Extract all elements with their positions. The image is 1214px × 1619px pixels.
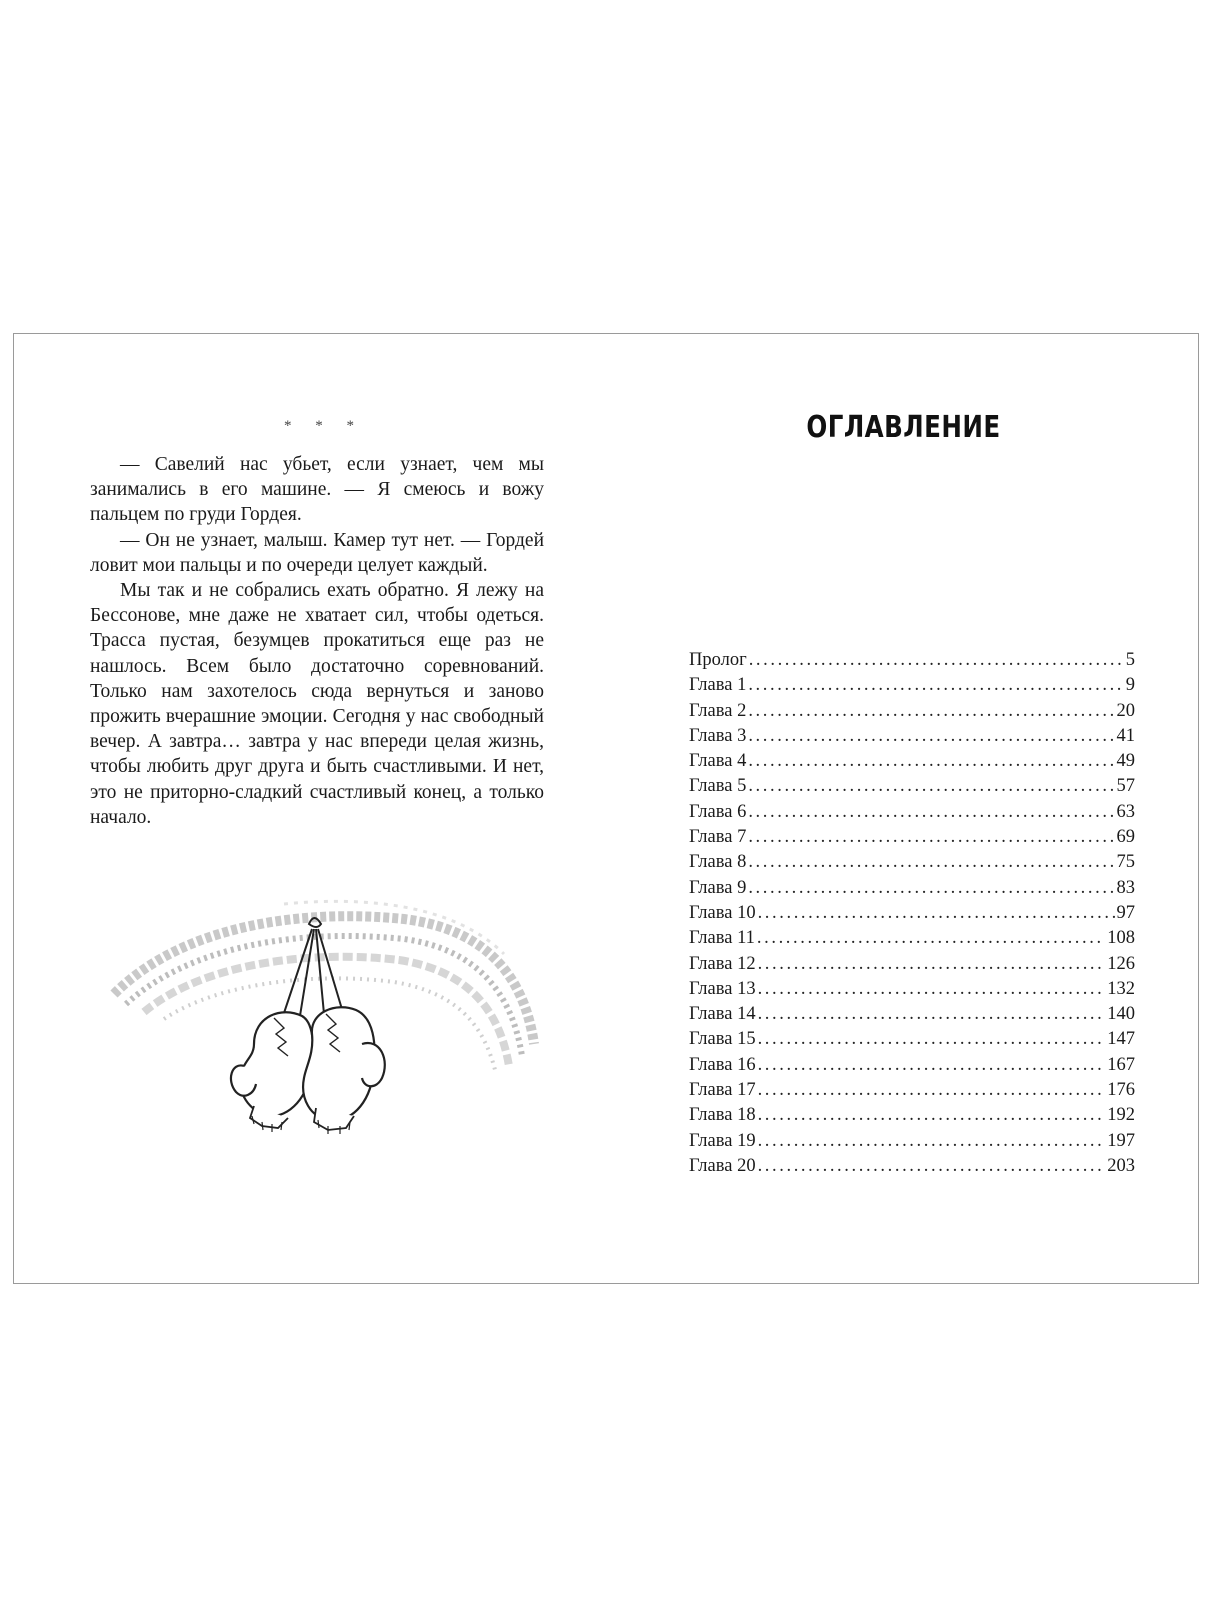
toc-label: Глава 10 <box>689 902 756 923</box>
toc-row <box>689 1053 1135 1078</box>
toc-row <box>689 876 1135 901</box>
toc-page-number: 126 <box>1107 953 1135 974</box>
toc-label: Глава 20 <box>689 1155 756 1176</box>
toc-row <box>689 673 1135 698</box>
boxing-gloves-tire-track-icon <box>104 894 554 1164</box>
toc-row <box>689 749 1135 774</box>
toc-leader <box>758 901 1115 926</box>
toc-page-number: 49 <box>1116 751 1135 772</box>
story-paragraph: — Савелий нас убьет, если узнает, чем мы занимались в его машине. — Я смеюсь и вожу пальцем по груди Гордея. <box>90 454 544 526</box>
toc-label: Глава 3 <box>689 725 747 746</box>
toc-label: Глава 14 <box>689 1004 756 1025</box>
toc-leader <box>757 926 1105 951</box>
toc-row <box>689 926 1135 951</box>
toc-row <box>689 1154 1135 1179</box>
toc-leader <box>748 774 1114 799</box>
toc-page-number: 9 <box>1125 675 1135 696</box>
toc-label: Глава 6 <box>689 801 747 822</box>
toc-page-number: 5 <box>1125 650 1135 670</box>
toc-row <box>689 699 1135 724</box>
toc-page-number: 83 <box>1116 877 1135 898</box>
toc-leader <box>749 648 1124 673</box>
toc-row <box>689 1129 1135 1154</box>
toc-row <box>689 724 1135 749</box>
toc-page-number: 75 <box>1116 852 1135 873</box>
toc-leader <box>758 1002 1106 1027</box>
toc-page-number: 108 <box>1107 928 1135 949</box>
toc-label: Глава 15 <box>689 1029 756 1050</box>
toc-label: Глава 1 <box>689 675 747 696</box>
toc-label: Глава 5 <box>689 776 747 797</box>
toc-row <box>689 825 1135 850</box>
story-text <box>90 452 544 830</box>
toc-leader <box>748 825 1114 850</box>
book-spread <box>13 333 1199 1284</box>
toc-page-number: 203 <box>1107 1155 1135 1176</box>
toc-leader <box>758 1154 1106 1179</box>
toc-leader <box>758 1027 1106 1052</box>
toc-page-number: 176 <box>1107 1080 1135 1101</box>
story-paragraph: Мы так и не собрались ехать обратно. Я лежу на Бессонове, мне даже не хватает сил, чтобы одеться. Трасса пустая, безумцев прокатиться еще раз не нашлось. Всем было достаточно соревнований. Только нам захотелось сюда вернуться и заново прожить вчерашние эмоции. Сегодня у нас свободный вечер. А завтра… завтра у нас впереди целая жизнь, чтобы любить друг друга и быть счастливыми. И нет, это не приторно-сладкий счастливый конец, а только начало. <box>90 580 544 828</box>
toc-leader <box>758 977 1106 1002</box>
toc-row <box>689 1027 1135 1052</box>
toc-label: Глава 4 <box>689 751 747 772</box>
toc-row <box>689 800 1135 825</box>
toc-row <box>689 850 1135 875</box>
toc-leader <box>758 1053 1106 1078</box>
toc-label: Глава 19 <box>689 1130 756 1151</box>
toc-label: Глава 8 <box>689 852 747 873</box>
toc-label: Глава 9 <box>689 877 747 898</box>
toc-leader <box>748 876 1114 901</box>
toc-title: ОГЛАВЛЕНИЕ <box>806 410 1001 445</box>
toc-page-number: 192 <box>1107 1105 1135 1126</box>
toc-page-number: 197 <box>1107 1130 1135 1151</box>
toc-label: Глава 12 <box>689 953 756 974</box>
toc-page-number: 69 <box>1116 827 1135 848</box>
toc-leader <box>758 1078 1106 1103</box>
toc-page-number: 132 <box>1107 978 1135 999</box>
toc-page-number: 167 <box>1107 1054 1135 1075</box>
toc-page-number: 140 <box>1107 1004 1135 1025</box>
toc-leader <box>758 952 1106 977</box>
table-of-contents <box>689 648 1135 1179</box>
toc-row <box>689 901 1135 926</box>
toc-label: Глава 18 <box>689 1105 756 1126</box>
toc-page-number: 41 <box>1116 725 1135 746</box>
toc-label: Глава 13 <box>689 978 756 999</box>
toc-page-number: 57 <box>1116 776 1135 797</box>
toc-leader <box>748 699 1114 724</box>
toc-leader <box>748 673 1123 698</box>
right-page <box>607 334 1200 1283</box>
toc-leader <box>748 749 1114 774</box>
toc-leader <box>758 1103 1106 1128</box>
toc-label: Глава 16 <box>689 1054 756 1075</box>
story-paragraph: — Он не узнает, малыш. Камер тут нет. — Гордей ловит мои пальцы и по очереди целует каждый. <box>90 529 544 576</box>
toc-leader <box>758 1129 1106 1154</box>
toc-label: Глава 2 <box>689 700 747 721</box>
toc-label: Глава 11 <box>689 928 755 949</box>
left-page <box>14 334 607 1283</box>
toc-label: Глава 17 <box>689 1080 756 1101</box>
toc-label: Пролог <box>689 650 747 670</box>
toc-page-number: 63 <box>1116 801 1135 822</box>
toc-row <box>689 1103 1135 1128</box>
toc-page-number: 20 <box>1116 700 1135 721</box>
toc-label: Глава 7 <box>689 827 747 848</box>
toc-row <box>689 952 1135 977</box>
toc-leader <box>748 724 1114 749</box>
toc-leader <box>748 850 1114 875</box>
toc-row <box>689 1002 1135 1027</box>
toc-row <box>689 648 1135 673</box>
toc-row <box>689 977 1135 1002</box>
toc-row <box>689 774 1135 799</box>
toc-page-number: 147 <box>1107 1029 1135 1050</box>
toc-row <box>689 1078 1135 1103</box>
toc-leader <box>748 800 1114 825</box>
toc-page-number: 97 <box>1116 902 1135 923</box>
section-separator: * * * <box>284 418 364 434</box>
